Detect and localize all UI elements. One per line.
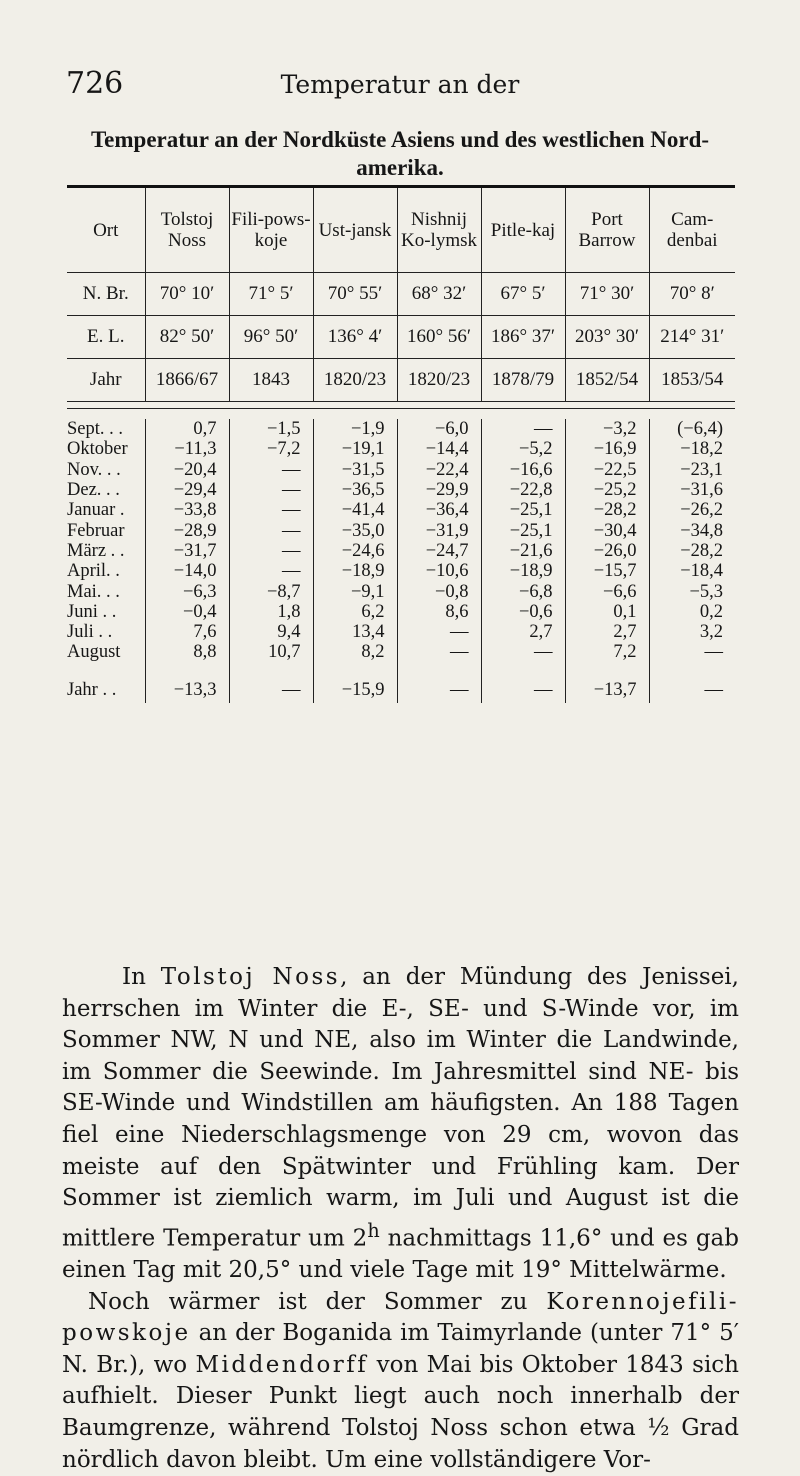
rule-cell — [649, 409, 735, 420]
temperature-cell: −31,5 — [313, 460, 397, 480]
temperature-cell: −7,2 — [229, 439, 313, 459]
table-row — [67, 541, 735, 561]
temperature-cell: −11,3 — [145, 439, 229, 459]
table-row — [67, 480, 735, 500]
temperature-cell: 2,7 — [565, 622, 649, 642]
column-header: Fili-pows-koje — [229, 188, 313, 273]
running-title: Temperatur an der — [280, 70, 520, 99]
spacer-cell — [313, 663, 397, 677]
temperature-cell: 0,2 — [649, 602, 735, 622]
temperature-cell: 6,2 — [313, 602, 397, 622]
temperature-cell: — — [397, 622, 481, 642]
rule-cell — [481, 402, 565, 409]
temperature-cell: — — [229, 677, 313, 703]
temperature-cell: −0,8 — [397, 581, 481, 601]
column-header: Port Barrow — [565, 188, 649, 273]
meta-cell: 96° 50′ — [229, 316, 313, 359]
temperature-cell: −0,6 — [481, 602, 565, 622]
meta-cell: 1820/23 — [313, 359, 397, 402]
temperature-cell: −22,4 — [397, 460, 481, 480]
body-paragraph — [62, 1287, 739, 1476]
meta-cell: 1820/23 — [397, 359, 481, 402]
row-label: April. . — [67, 561, 120, 582]
temperature-cell: — — [229, 520, 313, 540]
temperature-cell: −33,8 — [145, 500, 229, 520]
temperature-cell: −25,2 — [565, 480, 649, 500]
meta-cell: 1878/79 — [481, 359, 565, 402]
temperature-cell: 0,7 — [145, 419, 229, 439]
meta-cell: 1866/67 — [145, 359, 229, 402]
temperature-cell: −16,9 — [565, 439, 649, 459]
temperature-cell: −13,7 — [565, 677, 649, 703]
temperature-cell: −35,0 — [313, 520, 397, 540]
paragraph-text: an der Boganida im Taimyrlande (unter 71° 5′ N. Br.), wo — [62, 1320, 739, 1378]
temperature-cell: 1,8 — [229, 602, 313, 622]
temperature-cell: −3,2 — [565, 419, 649, 439]
rule-cell — [229, 402, 313, 409]
temperature-cell: −15,7 — [565, 561, 649, 581]
table-row — [67, 622, 735, 642]
row-label: N. Br. — [67, 273, 145, 316]
temperature-cell: −28,2 — [565, 500, 649, 520]
body-paragraph — [62, 962, 739, 1476]
meta-row — [67, 273, 735, 316]
table-row — [67, 602, 735, 622]
meta-cell: 1843 — [229, 359, 313, 402]
row-label: Dez. . . — [67, 480, 120, 501]
temperature-cell: −14,0 — [145, 561, 229, 581]
paragraph-text: , an der Mündung des Jenissei, herrschen im Winter die E-, SE- und S-Winde vor, im Sommer NW, N und NE, also im Winter die Landwinde, im Sommer die Seewinde. Im Jahresmittel sind NE- bis SE-Winde und Windstillen am häufigsten. An 188 Tagen fiel eine Niederschlagsmenge von 29 cm, wovon das meiste auf den Spätwinter und Frühling kam. Der Sommer ist ziemlich warm, im Juli und August ist die mittlere Temperatur um 2 — [62, 964, 739, 1252]
rule-cell — [397, 409, 481, 420]
meta-cell: 68° 32′ — [397, 273, 481, 316]
row-label: Januar . — [67, 500, 125, 521]
temperature-cell: 2,7 — [481, 622, 565, 642]
superscript: h — [367, 1218, 380, 1242]
rule-cell — [313, 402, 397, 409]
temperature-cell: (−6,4) — [649, 419, 735, 439]
rule-cell — [229, 409, 313, 420]
rule-cell — [565, 409, 649, 420]
temperature-cell: −8,7 — [229, 581, 313, 601]
row-label: Jahr — [67, 359, 145, 402]
temperature-cell: −10,6 — [397, 561, 481, 581]
temperature-cell: −28,2 — [649, 541, 735, 561]
table-row — [67, 419, 735, 439]
table-row — [67, 460, 735, 480]
rule-cell — [565, 402, 649, 409]
temperature-cell: −22,8 — [481, 480, 565, 500]
temperature-cell: −36,5 — [313, 480, 397, 500]
paragraph-text: nachmittags 11,6° und es gab einen Tag mit 20,5° und viele Tage mit 19° Mittelwärme. — [62, 1225, 739, 1283]
column-header: Nishnij Ko-lymsk — [397, 188, 481, 273]
temperature-cell: −14,4 — [397, 439, 481, 459]
temperature-cell: — — [229, 480, 313, 500]
temperature-cell: 8,8 — [145, 642, 229, 662]
temperature-cell: — — [481, 677, 565, 703]
temperature-cell: −9,1 — [313, 581, 397, 601]
table-row — [67, 561, 735, 581]
temperature-cell: — — [649, 677, 735, 703]
row-label: Juli . . — [67, 622, 113, 643]
year-row — [67, 677, 735, 703]
rule-cell — [313, 409, 397, 420]
meta-cell: 1853/54 — [649, 359, 735, 402]
temperature-cell: −6,0 — [397, 419, 481, 439]
rule-row — [67, 402, 735, 409]
row-label: Sept. . . — [67, 419, 124, 440]
temperature-cell: −29,4 — [145, 480, 229, 500]
column-header: Pitle-kaj — [481, 188, 565, 273]
row-label: März . . — [67, 540, 125, 561]
temperature-cell: −19,1 — [313, 439, 397, 459]
spacer-cell — [397, 663, 481, 677]
temperature-cell: 7,6 — [145, 622, 229, 642]
temperature-cell: — — [229, 500, 313, 520]
row-label: Mai. . . — [67, 581, 120, 602]
temperature-cell: — — [481, 419, 565, 439]
temperature-cell: 9,4 — [229, 622, 313, 642]
temperature-cell: −0,4 — [145, 602, 229, 622]
rule-cell — [67, 409, 145, 420]
spacer-cell — [229, 663, 313, 677]
person-name: Middendorff — [195, 1351, 369, 1378]
temperature-cell: −34,8 — [649, 520, 735, 540]
table-title: Temperatur an der Nordküste Asiens und des westlichen Nord-amerika. — [90, 127, 710, 180]
row-label: Juni . . — [67, 601, 117, 622]
temperature-cell: 10,7 — [229, 642, 313, 662]
station-name: Korennojefili-powskoje — [62, 1288, 739, 1347]
temperature-cell: −29,9 — [397, 480, 481, 500]
temperature-cell: −31,9 — [397, 520, 481, 540]
temperature-cell: −13,3 — [145, 677, 229, 703]
temperature-cell: −22,5 — [565, 460, 649, 480]
temperature-cell: −26,2 — [649, 500, 735, 520]
meta-cell: 160° 56′ — [397, 316, 481, 359]
station-meta — [67, 273, 735, 420]
column-header-row — [67, 188, 735, 273]
temperature-cell: −15,9 — [313, 677, 397, 703]
temperature-cell: −25,1 — [481, 520, 565, 540]
temperature-cell: −31,6 — [649, 480, 735, 500]
temperature-cell: — — [397, 642, 481, 662]
table-row — [67, 500, 735, 520]
temperature-cell: −18,9 — [313, 561, 397, 581]
row-label: E. L. — [67, 316, 145, 359]
rule-cell — [397, 402, 481, 409]
spacer-cell — [67, 663, 145, 677]
temperature-cell: −6,3 — [145, 581, 229, 601]
spacer-cell — [481, 663, 565, 677]
temperature-cell: — — [229, 561, 313, 581]
meta-cell: 71° 30′ — [565, 273, 649, 316]
temperature-cell: −5,3 — [649, 581, 735, 601]
temperature-cell: −21,6 — [481, 541, 565, 561]
temperature-cell: −6,8 — [481, 581, 565, 601]
temperature-cell: — — [397, 677, 481, 703]
temperature-cell: — — [229, 460, 313, 480]
rule-cell — [145, 409, 229, 420]
temperature-cell: −41,4 — [313, 500, 397, 520]
page-number: 726 — [66, 66, 124, 101]
temperature-cell: 0,1 — [565, 602, 649, 622]
paragraph-text: Noch wärmer ist der Sommer zu — [88, 1288, 547, 1315]
row-label: August — [67, 642, 121, 663]
temperature-cell: −24,6 — [313, 541, 397, 561]
table-row — [67, 642, 735, 662]
temperature-cell: −20,4 — [145, 460, 229, 480]
meta-cell: 67° 5′ — [481, 273, 565, 316]
temperature-cell: 8,2 — [313, 642, 397, 662]
row-label: Nov. . . — [67, 459, 121, 480]
station-name: Tolstoj Noss — [160, 964, 341, 990]
column-header: Cam-denbai — [649, 188, 735, 273]
meta-cell: 71° 5′ — [229, 273, 313, 316]
temperature-cell: −18,4 — [649, 561, 735, 581]
table-row — [67, 520, 735, 540]
page-header — [0, 66, 800, 106]
spacer-row — [67, 663, 735, 677]
row-label: Oktober — [67, 439, 128, 460]
temperature-cell: −28,9 — [145, 520, 229, 540]
temperature-cell: −23,1 — [649, 460, 735, 480]
temperature-cell: 7,2 — [565, 642, 649, 662]
temperature-cell: −5,2 — [481, 439, 565, 459]
meta-row — [67, 316, 735, 359]
spacer-cell — [565, 663, 649, 677]
corner-header: Ort — [93, 219, 119, 241]
rule-row — [67, 409, 735, 420]
temperature-cell: 8,6 — [397, 602, 481, 622]
table-row — [67, 581, 735, 601]
spacer-cell — [145, 663, 229, 677]
table-row — [67, 439, 735, 459]
meta-row — [67, 359, 735, 402]
meta-cell: 70° 10′ — [145, 273, 229, 316]
rule-cell — [67, 402, 145, 409]
meta-cell: 82° 50′ — [145, 316, 229, 359]
temperature-cell: −6,6 — [565, 581, 649, 601]
meta-cell: 70° 55′ — [313, 273, 397, 316]
monthly-temperatures — [67, 419, 735, 703]
temperature-cell: −25,1 — [481, 500, 565, 520]
temperature-cell: — — [229, 541, 313, 561]
temperature-table — [67, 185, 735, 703]
row-label: Jahr . . — [67, 679, 117, 700]
meta-cell: 136° 4′ — [313, 316, 397, 359]
paragraph-text: In — [122, 964, 161, 990]
meta-cell: 1852/54 — [565, 359, 649, 402]
temperature-cell: 3,2 — [649, 622, 735, 642]
temperature-cell: −1,9 — [313, 419, 397, 439]
temperature-cell: — — [481, 642, 565, 662]
temperature-cell: −36,4 — [397, 500, 481, 520]
temperature-cell: −31,7 — [145, 541, 229, 561]
temperature-cell: −26,0 — [565, 541, 649, 561]
spacer-cell — [649, 663, 735, 677]
column-header: Tolstoj Noss — [145, 188, 229, 273]
temperature-cell: −18,9 — [481, 561, 565, 581]
meta-cell: 203° 30′ — [565, 316, 649, 359]
meta-cell: 70° 8′ — [649, 273, 735, 316]
temperature-cell: −24,7 — [397, 541, 481, 561]
rule-cell — [649, 402, 735, 409]
temperature-cell: −16,6 — [481, 460, 565, 480]
temperature-cell: −1,5 — [229, 419, 313, 439]
meta-cell: 214° 31′ — [649, 316, 735, 359]
temperature-cell: −30,4 — [565, 520, 649, 540]
row-label: Februar — [67, 520, 125, 541]
meta-cell: 186° 37′ — [481, 316, 565, 359]
paragraph-text: von Mai bis Oktober 1843 sich aufhielt. Dieser Punkt liegt auch noch innerhalb der Baumgrenze, während Tolstoj Noss schon etwa ½ Grad nördlich davon bleibt. Um eine vollständigere Vor- — [62, 1351, 739, 1473]
column-header: Ust-jansk — [313, 188, 397, 273]
temperature-cell: — — [649, 642, 735, 662]
rule-cell — [481, 409, 565, 420]
temperature-cell: 13,4 — [313, 622, 397, 642]
rule-cell — [145, 402, 229, 409]
temperature-cell: −18,2 — [649, 439, 735, 459]
